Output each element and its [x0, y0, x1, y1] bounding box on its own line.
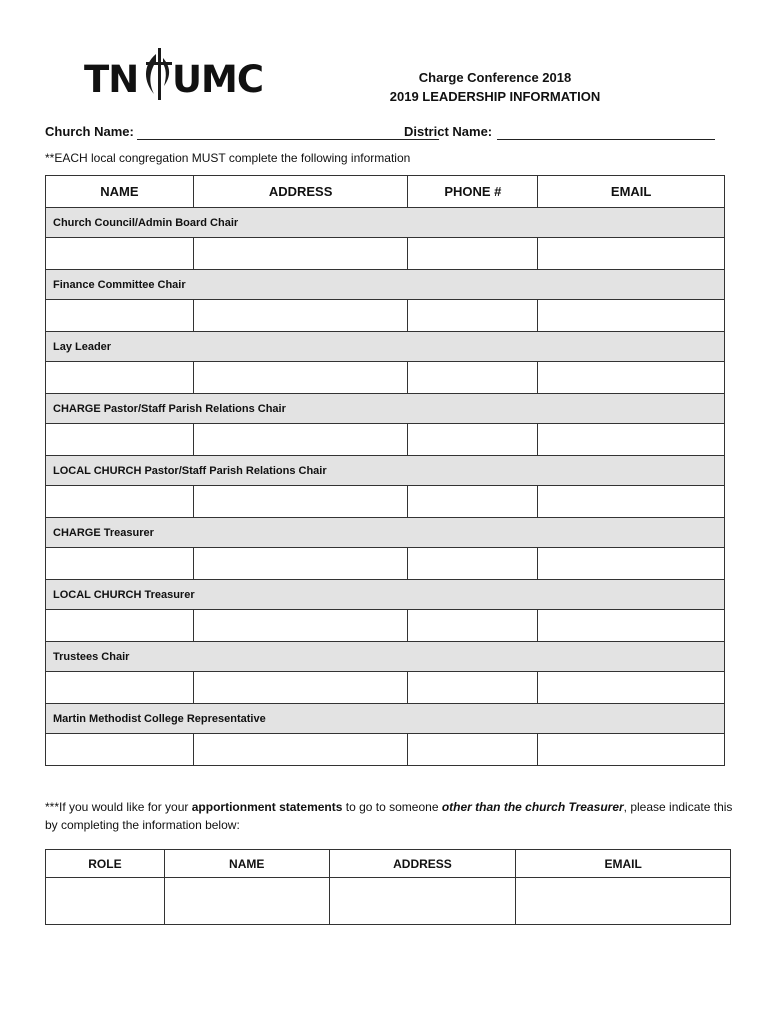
email-cell[interactable] — [538, 734, 725, 766]
title-line-2: 2019 LEADERSHIP INFORMATION — [389, 89, 601, 104]
entry-row — [46, 734, 725, 766]
address-cell[interactable] — [193, 548, 408, 580]
table-header-row — [46, 176, 725, 208]
section-row — [46, 208, 725, 238]
name-cell[interactable] — [46, 548, 194, 580]
note-prefix: ***If you would like for your — [45, 800, 192, 814]
section-row — [46, 518, 725, 548]
section-row — [46, 270, 725, 300]
header-role: ROLE — [46, 850, 165, 878]
name-cell[interactable] — [164, 878, 329, 925]
leadership-table — [45, 175, 725, 766]
phone-cell[interactable] — [408, 424, 538, 456]
name-cell[interactable] — [46, 300, 194, 332]
section-row — [46, 456, 725, 486]
header-name: NAME — [164, 850, 329, 878]
phone-cell[interactable] — [408, 238, 538, 270]
email-cell[interactable] — [538, 610, 725, 642]
note-bold: apportionment statements — [191, 800, 343, 814]
email-cell[interactable] — [538, 486, 725, 518]
phone-cell[interactable] — [408, 672, 538, 704]
section-label: Finance Committee Chair — [46, 270, 725, 300]
section-row — [46, 704, 725, 734]
district-name-field[interactable] — [497, 139, 715, 140]
name-cell[interactable] — [46, 362, 194, 394]
entry-row — [46, 362, 725, 394]
phone-cell[interactable] — [408, 300, 538, 332]
name-cell[interactable] — [46, 734, 194, 766]
entry-row — [46, 672, 725, 704]
address-cell[interactable] — [193, 486, 408, 518]
form-title — [360, 68, 630, 106]
email-cell[interactable] — [538, 548, 725, 580]
church-name-label: Church Name: — [45, 124, 134, 139]
entry-row — [46, 486, 725, 518]
note-suffix: , please indicate this by completing the information below: — [45, 800, 733, 832]
address-cell[interactable] — [193, 672, 408, 704]
header-address: ADDRESS — [193, 176, 408, 208]
apportionment-table — [45, 849, 731, 925]
entry-row — [46, 238, 725, 270]
email-cell[interactable] — [538, 424, 725, 456]
address-cell[interactable] — [193, 610, 408, 642]
phone-cell[interactable] — [408, 486, 538, 518]
phone-cell[interactable] — [408, 362, 538, 394]
header-address: ADDRESS — [329, 850, 516, 878]
header-email: EMAIL — [516, 850, 731, 878]
section-label: Martin Methodist College Representative — [46, 704, 725, 734]
entry-row — [46, 300, 725, 332]
entry-row — [46, 424, 725, 456]
header-phone: PHONE # — [408, 176, 538, 208]
church-name-field[interactable] — [137, 139, 439, 140]
header-name: NAME — [46, 176, 194, 208]
email-cell[interactable] — [516, 878, 731, 925]
name-cell[interactable] — [46, 238, 194, 270]
email-cell[interactable] — [538, 362, 725, 394]
address-cell[interactable] — [193, 734, 408, 766]
name-cell[interactable] — [46, 610, 194, 642]
section-label: CHARGE Pastor/Staff Parish Relations Chair — [46, 394, 725, 424]
section-row — [46, 580, 725, 610]
email-cell[interactable] — [538, 238, 725, 270]
note-middle: to go to someone — [342, 800, 442, 814]
entry-row — [46, 610, 725, 642]
name-cell[interactable] — [46, 486, 194, 518]
email-cell[interactable] — [538, 300, 725, 332]
phone-cell[interactable] — [408, 610, 538, 642]
section-label: LOCAL CHURCH Pastor/Staff Parish Relations Chair — [46, 456, 725, 486]
logo-wordmark — [84, 58, 264, 101]
logo-text-umc: UMC — [172, 58, 264, 101]
email-cell[interactable] — [538, 672, 725, 704]
role-cell[interactable] — [46, 878, 165, 925]
title-line-1: Charge Conference 2018 — [418, 70, 572, 85]
address-cell[interactable] — [193, 424, 408, 456]
address-cell[interactable] — [193, 362, 408, 394]
section-label: Trustees Chair — [46, 642, 725, 672]
name-cell[interactable] — [46, 672, 194, 704]
section-row — [46, 394, 725, 424]
section-label: LOCAL CHURCH Treasurer — [46, 580, 725, 610]
phone-cell[interactable] — [408, 548, 538, 580]
address-cell[interactable] — [193, 300, 408, 332]
note-bold-italic: other than the church Treasurer — [441, 800, 624, 814]
church-district-fields — [45, 124, 725, 144]
section-row — [46, 332, 725, 362]
table-header-row — [46, 850, 731, 878]
address-cell[interactable] — [329, 878, 516, 925]
phone-cell[interactable] — [408, 734, 538, 766]
section-label: Church Council/Admin Board Chair — [46, 208, 725, 238]
apportionment-note — [45, 798, 735, 834]
entry-row — [46, 878, 731, 925]
entry-row — [46, 548, 725, 580]
district-name-label: District Name: — [404, 124, 493, 139]
section-label: CHARGE Treasurer — [46, 518, 725, 548]
section-row — [46, 642, 725, 672]
section-label: Lay Leader — [46, 332, 725, 362]
instruction-note: **EACH local congregation MUST complete the following information — [45, 151, 411, 165]
logo-text-tn: TN — [84, 58, 139, 101]
name-cell[interactable] — [46, 424, 194, 456]
address-cell[interactable] — [193, 238, 408, 270]
header-email: EMAIL — [538, 176, 725, 208]
